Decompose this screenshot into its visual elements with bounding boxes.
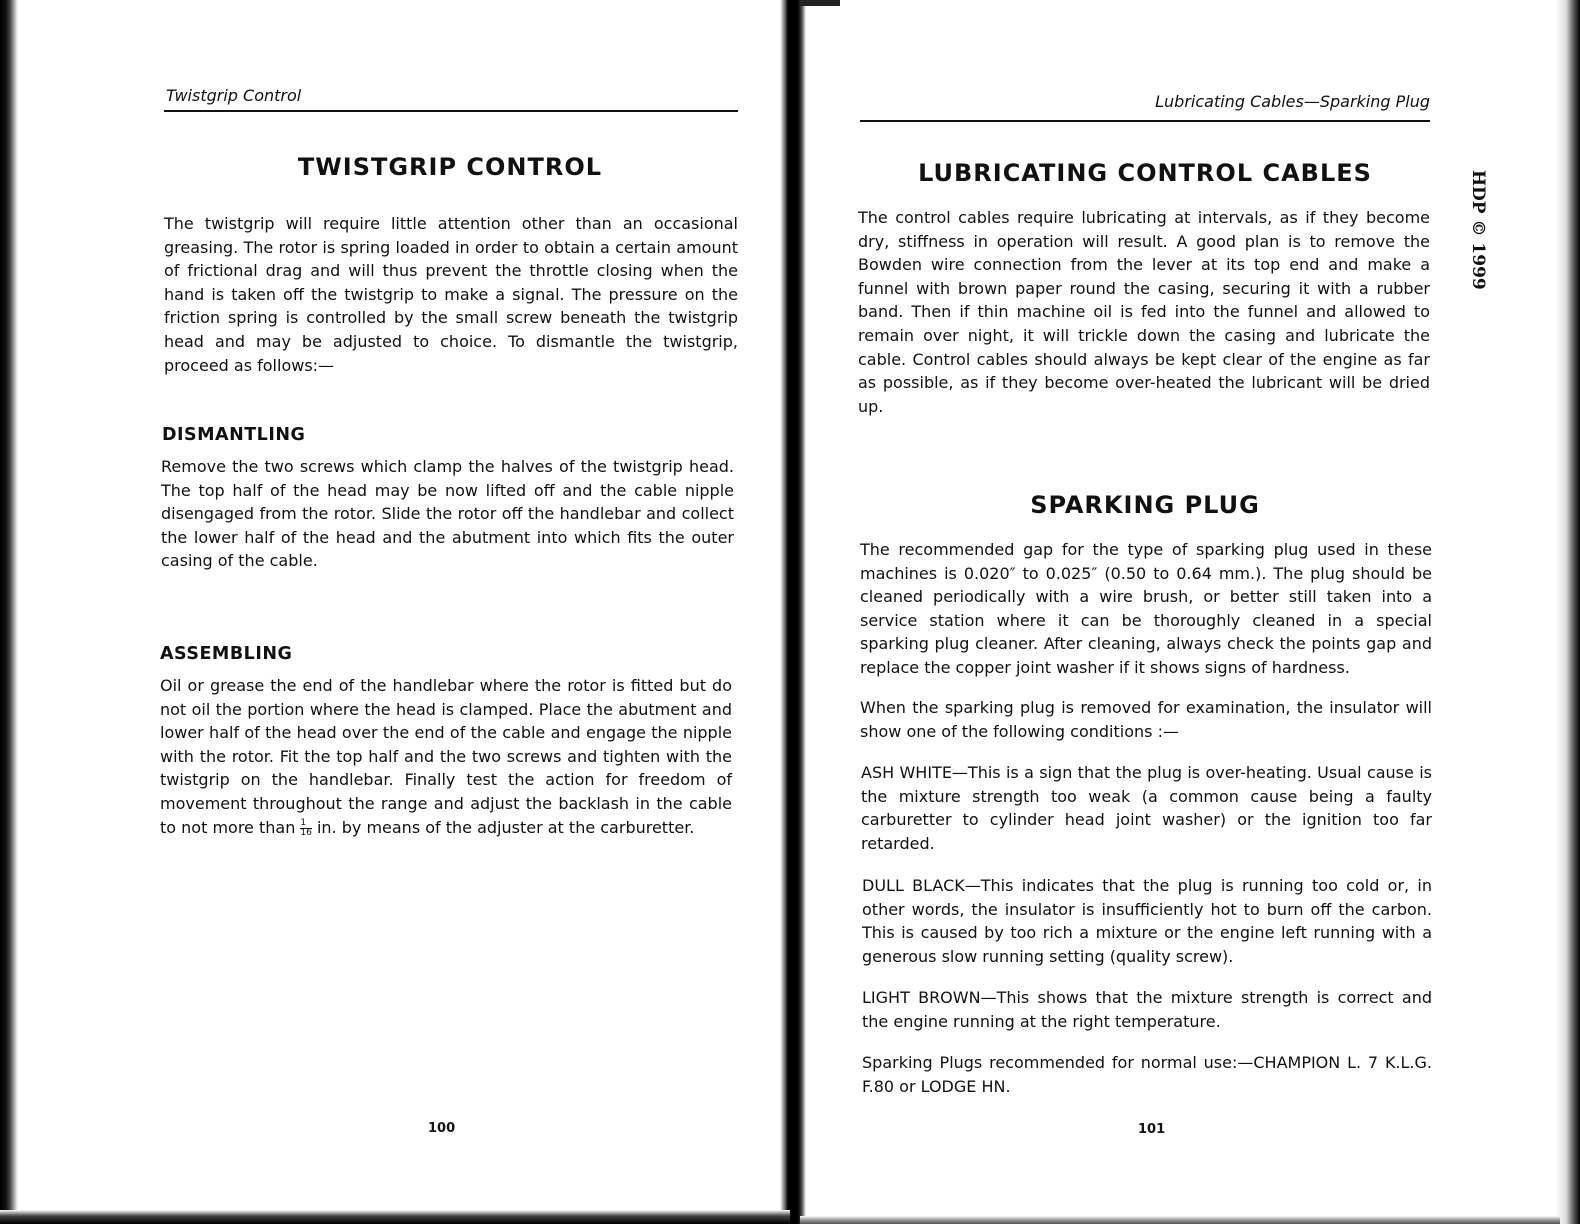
twistgrip-title: TWISTGRIP CONTROL: [297, 153, 603, 181]
assembling-text-after: in. by means of the adjuster at the carburetter.: [316, 817, 695, 837]
right-edge-shadow: [1556, 0, 1580, 1224]
plug-conditions-intro: When the sparking plug is removed for examination, the insulator will show one of the following conditions :—: [860, 698, 1432, 741]
cables-title: LUBRICATING CONTROL CABLES: [918, 159, 1372, 187]
left-running-head: Twistgrip Control: [166, 86, 302, 105]
left-page-number: 100: [428, 1121, 456, 1136]
left-header-rule: [164, 110, 738, 112]
bottom-left-shadow: [0, 1210, 790, 1224]
copyright-stamp: HDP © 1999: [1468, 170, 1488, 290]
ash-white-text: ASH WHITE—This is a sign that the plug is over-heating. Usual cause is the mixture strength too weak (a common cause being a faulty carburetter to cylinder head joint washer) or the ignition too far retarded.: [861, 763, 1432, 853]
dismantling-text: Remove the two screws which clamp the halves of the twistgrip head. The top half of the head may be now lifted off and the cable nipple disengaged from the rotor. Slide the rotor off the handlebar and collect the lower half of the head and the abutment into which fits the outer casing of the cable.: [161, 457, 734, 571]
bottom-right-shadow: [800, 1216, 1560, 1224]
book-gutter: [780, 0, 806, 1224]
dull-black-text: DULL BLACK—This indicates that the plug is running too cold or, in other words, the insulator is insufficiently hot to burn off the carbon. This is caused by too rich a mixture or the engine left running with a generous slow running setting (quality screw).: [862, 876, 1432, 966]
sparking-plug-title: SPARKING PLUG: [1030, 491, 1260, 519]
top-right-shadow: [800, 0, 840, 6]
left-spine-shadow: [0, 0, 18, 1224]
recommended-plugs-text: Sparking Plugs recommended for normal use:—CHAMPION L. 7 K.L.G. F.80 or LODGE HN.: [862, 1053, 1432, 1096]
sixteenth-fraction: $\frac{1}{16}$: [300, 817, 312, 838]
dismantling-heading: DISMANTLING: [162, 425, 306, 445]
cables-text: The control cables require lubricating at intervals, as if they become dry, stiffness in operation will result. A good plan is to remove the Bowden wire connection from the lever at its top end and make a funnel with brown paper round the casing, securing it with a rubber band. Then if thin machine oil is fed into the funnel and allowed to remain over night, it will trickle down the casing and lubricate the cable. Control cables should always be kept clear of the engine as far as possible, as if they become over-heated the lubricant will be dried up.: [858, 208, 1430, 416]
light-brown-text: LIGHT BROWN—This shows that the mixture strength is correct and the engine running at the right temperature.: [862, 988, 1432, 1031]
assembling-text: [160, 674, 732, 839]
assembling-heading: ASSEMBLING: [160, 644, 293, 664]
right-running-head: Lubricating Cables—Sparking Plug: [1155, 92, 1430, 111]
assembling-text-before: Oil or grease the end of the handlebar where the rotor is fitted but do not oil the portion where the head is clamped. Place the abutment and lower half of the head over the end of the cable and engage the nipple with the rotor. Fit the top half and the two screws and tighten with the twistgrip on the handlebar. Finally test the action for freedom of movement throughout the range and adjust the backlash in the cable to not more than: [160, 676, 732, 837]
right-page-number: 101: [1138, 1122, 1166, 1137]
right-header-rule: [860, 120, 1430, 122]
twistgrip-intro: The twistgrip will require little attention other than an occasional greasing. The rotor is spring loaded in order to obtain a certain amount of frictional drag and will thus prevent the throttle closing when the hand is taken off the twistgrip to make a signal. The pressure on the friction spring is controlled by the small screw beneath the twistgrip head and may be adjusted to choice. To dismantle the twistgrip, proceed as follows:—: [164, 214, 738, 375]
plug-gap-text: The recommended gap for the type of sparking plug used in these machines is 0.020″ to 0.025″ (0.50 to 0.64 mm.). The plug should be cleaned periodically with a wire brush, or better still taken into a service station where it can be thoroughly cleaned in a special sparking plug cleaner. After cleaning, always check the points gap and replace the copper joint washer if it shows signs of hardness.: [860, 540, 1432, 677]
